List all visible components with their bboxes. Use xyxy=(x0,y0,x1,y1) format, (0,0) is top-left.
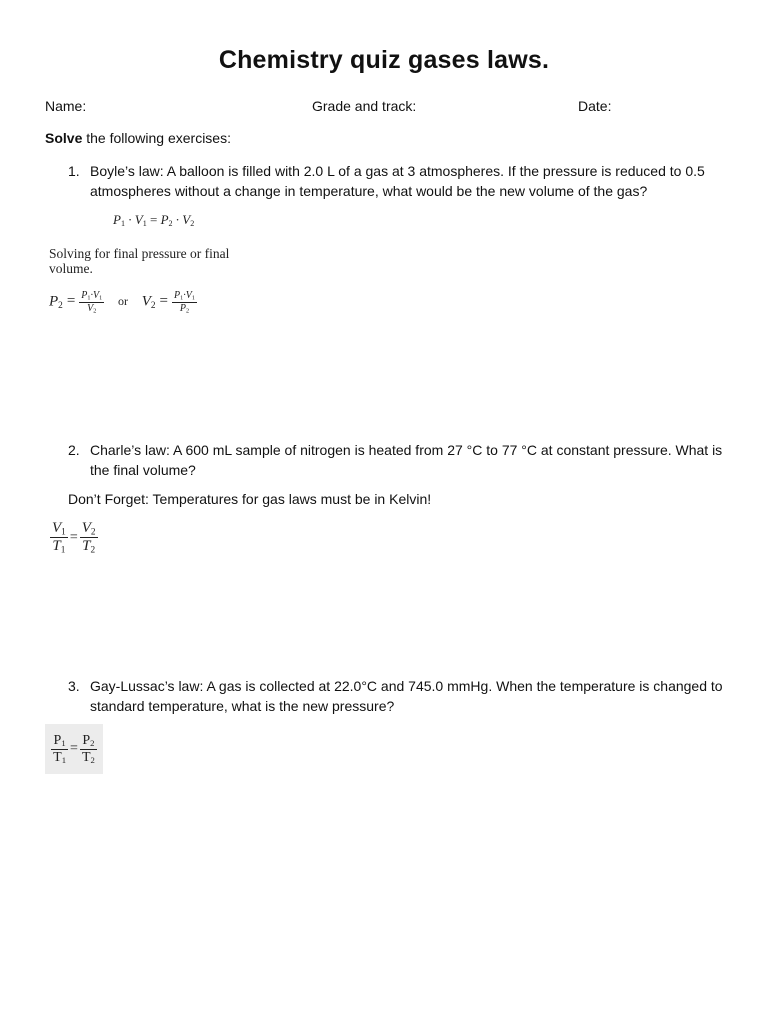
charles-law-equation: $\frac{V_1}{T_1}$ = $\frac{V_2}{T_2}$ xyxy=(52,520,96,556)
instructions-rest: the following exercises: xyxy=(82,130,231,146)
instructions-bold: Solve xyxy=(45,130,83,146)
page-title: Chemistry quiz gases laws. xyxy=(218,46,550,74)
boyle-solving-text: Solving for final pressure or final volume. xyxy=(49,246,230,276)
boyle-law-equation: $P_1 \cdot V_1 = P_2 \cdot V_2$ xyxy=(113,212,195,228)
or-word: or xyxy=(117,294,128,309)
question-number: 2. xyxy=(68,442,80,458)
question-number: 3. xyxy=(68,678,80,694)
question-1 xyxy=(68,161,728,201)
boyle-rearranged-equations: $P_2$ = $\frac{P_1\cdot V_1}{V_2}$ or $V_2$ = $\frac{P_1\cdot V_1}{P_2}$ xyxy=(49,290,195,315)
question-2 xyxy=(68,440,728,480)
grade-track-label: Grade and track: xyxy=(312,98,417,114)
question-text: Charle’s law: A 600 mL sample of nitrogen is heated from 27 °C to 77 °C at constant pressure. What is the final volume? xyxy=(90,442,723,478)
question-text: Boyle’s law: A balloon is filled with 2.0 L of a gas at 3 atmospheres. If the pressure is reduced to 0.5 atmospheres without a change in temperature, what would be the new volume of the gas? xyxy=(90,163,705,199)
question-text: Gay-Lussac’s law: A gas is collected at 22.0°C and 745.0 mmHg. When the temperature is changed to standard temperature, what is the new pressure? xyxy=(90,678,723,714)
name-label: Name: xyxy=(45,98,87,114)
question-3 xyxy=(68,676,728,716)
instructions xyxy=(45,130,231,146)
kelvin-note: Don’t Forget: Temperatures for gas laws must be in Kelvin! xyxy=(68,491,432,507)
date-label: Date: xyxy=(578,98,612,114)
question-number: 1. xyxy=(68,163,80,179)
gay-lussac-law-equation: $\frac{P_1}{T_1}$ = $\frac{P_2}{T_2}$ xyxy=(45,724,103,774)
